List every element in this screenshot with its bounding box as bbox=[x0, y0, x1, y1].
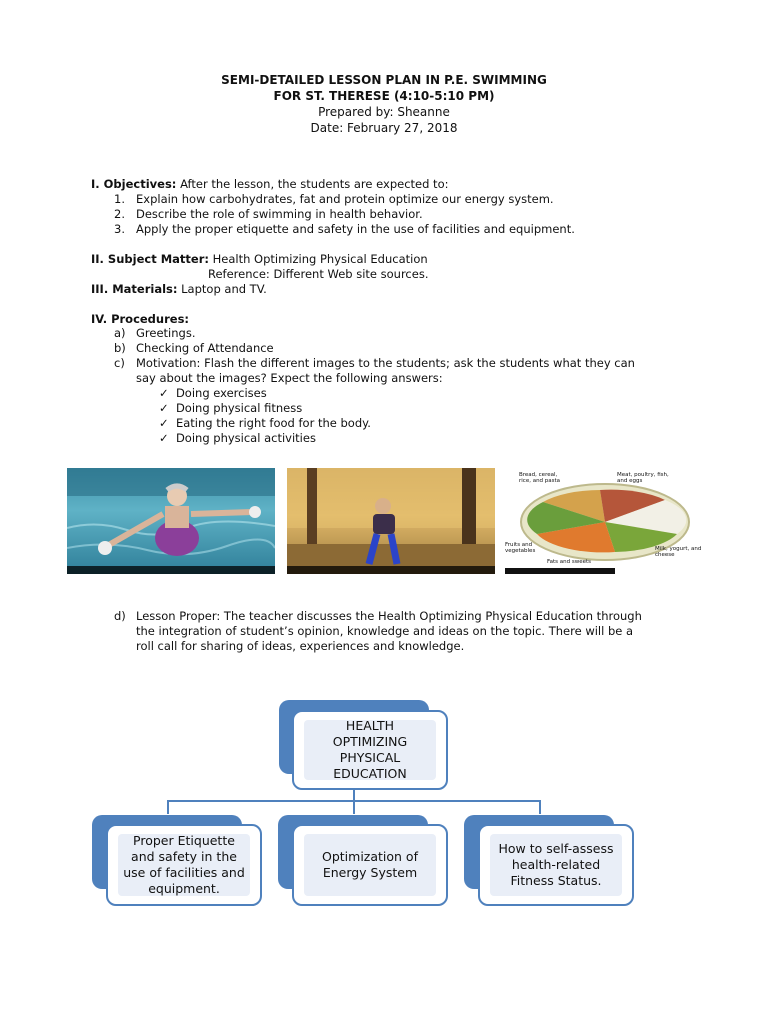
photo-credit bbox=[287, 566, 495, 574]
subject-matter-line bbox=[91, 252, 428, 267]
objectives-heading: I. Objectives: bbox=[91, 177, 177, 191]
procedure-label: c) bbox=[114, 356, 125, 370]
hope-concept-diagram bbox=[0, 690, 768, 920]
objective-item bbox=[114, 222, 125, 237]
objective-text: Describe the role of swimming in health behavior. bbox=[136, 207, 423, 221]
plate-label-meat: Meat, poultry, fish, and eggs bbox=[617, 472, 669, 484]
prepared-by: Prepared by: Sheanne bbox=[318, 105, 450, 119]
materials-heading: III. Materials: bbox=[91, 282, 178, 296]
answer-text: Eating the right food for the body. bbox=[175, 416, 371, 430]
lesson-proper-line3: roll call for sharing of ideas, experiences and knowledge. bbox=[136, 639, 465, 653]
diagram-child-label: How to self-assess health-related Fitness Status. bbox=[490, 834, 622, 896]
food-plate-image bbox=[505, 470, 710, 574]
photo-credit bbox=[67, 566, 275, 574]
diagram-top-node bbox=[292, 710, 448, 790]
swimmer-illustration bbox=[67, 468, 275, 574]
materials-text: Laptop and TV. bbox=[181, 282, 267, 296]
diagram-top-node-label: HEALTH OPTIMIZING PHYSICAL EDUCATION bbox=[304, 720, 436, 780]
diagram-child-node-etiquette bbox=[106, 824, 262, 906]
objectives-intro: After the lesson, the students are expected to: bbox=[180, 177, 449, 191]
procedure-motivation-line1: Motivation: Flash the different images to the students; ask the students what they can bbox=[136, 356, 635, 370]
document-date: Date: February 27, 2018 bbox=[310, 121, 458, 135]
checkmark-icon: ✓ bbox=[159, 416, 169, 430]
checkmark-icon: ✓ bbox=[159, 401, 169, 415]
answer-item bbox=[159, 431, 316, 446]
connector-line bbox=[353, 800, 355, 814]
plate-label-fruits: Fruits and vegetables bbox=[505, 542, 536, 554]
answer-item bbox=[159, 416, 371, 431]
answer-item bbox=[159, 386, 267, 401]
procedure-motivation-line2: say about the images? Expect the following answers: bbox=[136, 371, 443, 385]
answer-item bbox=[159, 401, 302, 416]
objective-item bbox=[114, 192, 125, 207]
jogger-illustration bbox=[287, 468, 495, 574]
plate-label-fats: Fats and sweets bbox=[547, 559, 592, 565]
plate-label-milk: Milk, yogurt, and cheese bbox=[655, 546, 702, 558]
objective-text: Explain how carbohydrates, fat and protein optimize our energy system. bbox=[136, 192, 554, 206]
procedure-label: b) bbox=[114, 341, 126, 355]
procedure-label: a) bbox=[114, 326, 126, 340]
food-plate-illustration bbox=[505, 470, 710, 574]
objective-number: 1. bbox=[114, 192, 125, 206]
objective-item bbox=[114, 207, 125, 222]
plate-label-grains: Bread, cereal, rice, and pasta bbox=[519, 472, 561, 484]
procedures-heading: IV. Procedures: bbox=[91, 312, 190, 326]
objective-text: Apply the proper etiquette and safety in the use of facilities and equipment. bbox=[136, 222, 575, 236]
document-title: SEMI-DETAILED LESSON PLAN IN P.E. SWIMMING bbox=[221, 73, 547, 87]
checkmark-icon: ✓ bbox=[159, 431, 169, 445]
procedure-attendance: Checking of Attendance bbox=[136, 341, 274, 355]
document-header bbox=[0, 72, 768, 136]
objective-number: 2. bbox=[114, 207, 125, 221]
objective-number: 3. bbox=[114, 222, 125, 236]
diagram-child-node-energy bbox=[292, 824, 448, 906]
diagram-child-label: Optimization of Energy System bbox=[304, 834, 436, 896]
swimming-exercise-photo bbox=[67, 468, 275, 574]
lesson-proper-line1: Lesson Proper: The teacher discusses the Health Optimizing Physical Education through bbox=[136, 609, 642, 623]
answer-text: Doing physical fitness bbox=[175, 401, 303, 415]
checkmark-icon: ✓ bbox=[159, 386, 169, 400]
answer-text: Doing exercises bbox=[175, 386, 267, 400]
procedure-greetings: Greetings. bbox=[136, 326, 196, 340]
subject-matter-text: Health Optimizing Physical Education bbox=[212, 252, 428, 266]
document-subtitle: FOR ST. THERESE (4:10-5:10 PM) bbox=[273, 89, 495, 103]
connector-line bbox=[539, 800, 541, 814]
diagram-child-node-fitness bbox=[478, 824, 634, 906]
subject-matter-reference: Reference: Different Web site sources. bbox=[208, 267, 429, 281]
procedure-label: d) bbox=[114, 609, 126, 623]
jogging-photo bbox=[287, 468, 495, 574]
objectives-line bbox=[91, 177, 448, 192]
lesson-proper-line2: the integration of student’s opinion, knowledge and ideas on the topic. There will be a bbox=[136, 624, 634, 638]
materials-line bbox=[91, 282, 267, 297]
connector-line bbox=[167, 800, 169, 814]
answer-text: Doing physical activities bbox=[175, 431, 316, 445]
subject-matter-heading: II. Subject Matter: bbox=[91, 252, 209, 266]
diagram-child-label: Proper Etiquette and safety in the use of facilities and equipment. bbox=[118, 834, 250, 896]
image-credit-bar bbox=[505, 568, 615, 574]
